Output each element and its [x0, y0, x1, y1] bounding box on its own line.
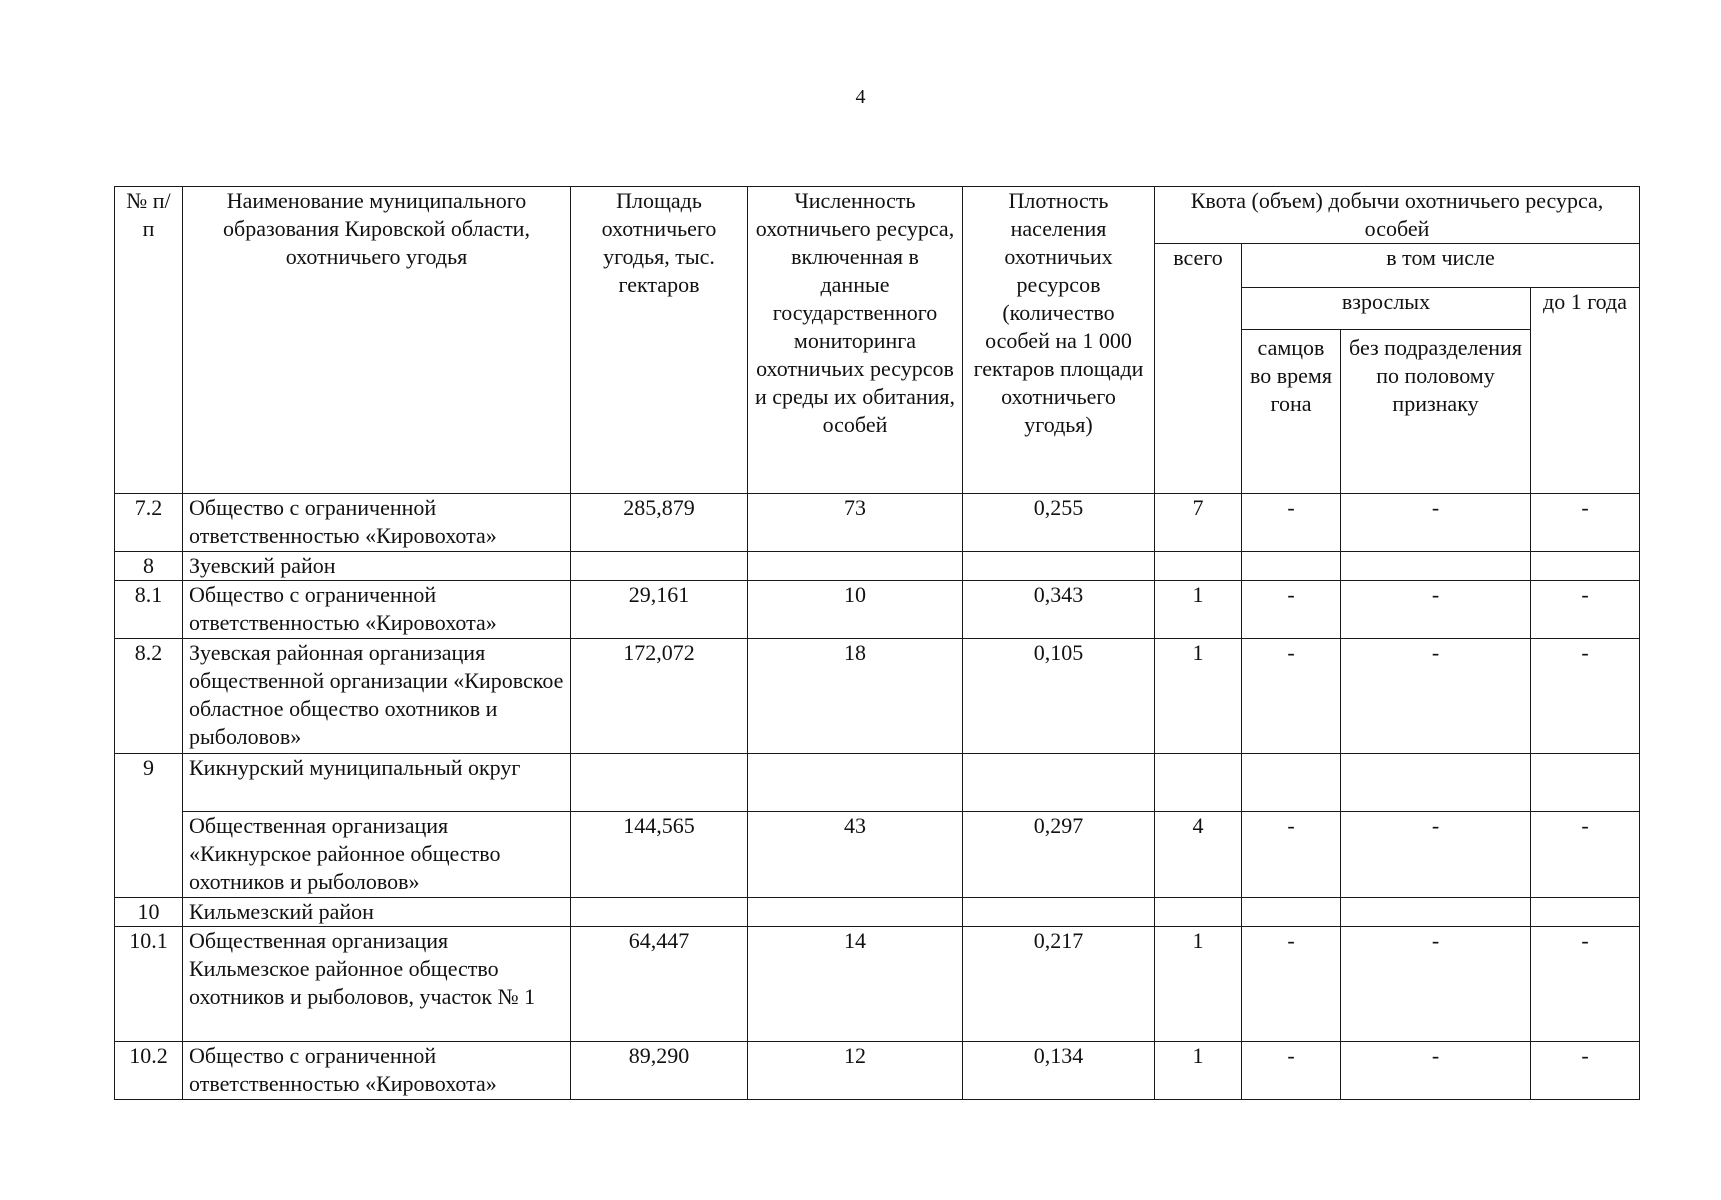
table-row	[115, 1042, 1640, 1100]
cell-nosex: -	[1341, 1042, 1531, 1100]
cell-count: 18	[748, 639, 963, 754]
cell-total: 1	[1155, 1042, 1242, 1100]
cell-area: 29,161	[571, 581, 748, 639]
cell-name: Общественная организация «Кикнурское районное общество охотников и рыболовов»	[183, 812, 571, 898]
cell-nosex	[1341, 552, 1531, 581]
cell-count: 73	[748, 494, 963, 552]
cell-males: -	[1242, 927, 1341, 1042]
cell-density: 0,134	[963, 1042, 1155, 1100]
cell-num: 10	[115, 898, 183, 927]
cell-count: 14	[748, 927, 963, 1042]
header-males-rut: самцов во время гона	[1242, 330, 1341, 494]
header-name: Наименование муниципального образования Кировской области, охотничьего угодья	[183, 187, 571, 494]
header-count: Численность охотничьего ресурса, включенная в данные государственного мониторинга охотничьих ресурсов и среды их обитания, особей	[748, 187, 963, 494]
cell-young: -	[1531, 494, 1640, 552]
cell-count	[748, 898, 963, 927]
cell-nosex	[1341, 898, 1531, 927]
table-row	[115, 812, 1640, 898]
cell-num: 7.2	[115, 494, 183, 552]
cell-total	[1155, 754, 1242, 812]
header-no-sex: без подразделения по половому признаку	[1341, 330, 1531, 494]
table-row	[115, 494, 1640, 552]
cell-males: -	[1242, 1042, 1341, 1100]
cell-num: 8.2	[115, 639, 183, 754]
cell-males	[1242, 754, 1341, 812]
cell-young	[1531, 552, 1640, 581]
cell-nosex: -	[1341, 494, 1531, 552]
cell-area	[571, 754, 748, 812]
cell-nosex: -	[1341, 812, 1531, 898]
cell-area: 172,072	[571, 639, 748, 754]
hunting-quota-table	[114, 186, 1640, 1100]
cell-name: Общество с ограниченной ответственностью «Кировохота»	[183, 494, 571, 552]
header-density: Плотность населения охотничьих ресурсов (количество особей на 1 000 гектаров площади охотничьего угодья)	[963, 187, 1155, 494]
header-num: № п/п	[115, 187, 183, 494]
cell-density	[963, 552, 1155, 581]
table-row	[115, 581, 1640, 639]
cell-density	[963, 898, 1155, 927]
cell-num: 8	[115, 552, 183, 581]
cell-area	[571, 898, 748, 927]
header-including: в том числе	[1242, 244, 1640, 288]
cell-density: 0,255	[963, 494, 1155, 552]
cell-total: 4	[1155, 812, 1242, 898]
table-row	[115, 898, 1640, 927]
cell-males	[1242, 898, 1341, 927]
cell-young	[1531, 754, 1640, 812]
cell-nosex: -	[1341, 581, 1531, 639]
cell-num: 10.1	[115, 927, 183, 1042]
cell-males: -	[1242, 494, 1341, 552]
header-total: всего	[1155, 244, 1242, 494]
cell-nosex: -	[1341, 927, 1531, 1042]
cell-total: 1	[1155, 581, 1242, 639]
cell-area: 64,447	[571, 927, 748, 1042]
cell-count	[748, 754, 963, 812]
cell-name: Кикнурский муниципальный округ	[183, 754, 571, 812]
cell-total: 1	[1155, 639, 1242, 754]
cell-total: 1	[1155, 927, 1242, 1042]
cell-num: 10.2	[115, 1042, 183, 1100]
cell-males: -	[1242, 639, 1341, 754]
cell-young: -	[1531, 812, 1640, 898]
cell-name: Зуевская районная организация общественной организации «Кировское областное общество охотников и рыболовов»	[183, 639, 571, 754]
table-row	[115, 552, 1640, 581]
table-row	[115, 927, 1640, 1042]
table-row	[115, 754, 1640, 812]
cell-young: -	[1531, 927, 1640, 1042]
cell-total	[1155, 552, 1242, 581]
header-adults: взрослых	[1242, 288, 1531, 330]
table-row	[115, 639, 1640, 754]
cell-count	[748, 552, 963, 581]
cell-num: 8.1	[115, 581, 183, 639]
cell-area: 89,290	[571, 1042, 748, 1100]
cell-young: -	[1531, 1042, 1640, 1100]
cell-name: Общественная организация Кильмезское районное общество охотников и рыболовов, участок № 1	[183, 927, 571, 1042]
cell-young: -	[1531, 639, 1640, 754]
cell-name: Общество с ограниченной ответственностью «Кировохота»	[183, 1042, 571, 1100]
cell-males: -	[1242, 812, 1341, 898]
header-area: Площадь охотничьего угодья, тыс. гектаров	[571, 187, 748, 494]
cell-nosex: -	[1341, 639, 1531, 754]
cell-name: Зуевский район	[183, 552, 571, 581]
header-quota: Квота (объем) добычи охотничьего ресурса, особей	[1155, 187, 1640, 244]
cell-young: -	[1531, 581, 1640, 639]
cell-density: 0,297	[963, 812, 1155, 898]
cell-density: 0,105	[963, 639, 1155, 754]
cell-density	[963, 754, 1155, 812]
page-number: 4	[855, 86, 866, 108]
cell-density: 0,217	[963, 927, 1155, 1042]
cell-males: -	[1242, 581, 1341, 639]
header-under-one: до 1 года	[1531, 288, 1640, 494]
cell-name: Общество с ограниченной ответственностью «Кировохота»	[183, 581, 571, 639]
cell-males	[1242, 552, 1341, 581]
cell-count: 12	[748, 1042, 963, 1100]
cell-density: 0,343	[963, 581, 1155, 639]
cell-area: 285,879	[571, 494, 748, 552]
cell-area: 144,565	[571, 812, 748, 898]
cell-num: 9	[115, 754, 183, 898]
cell-name: Кильмезский район	[183, 898, 571, 927]
cell-count: 43	[748, 812, 963, 898]
cell-total	[1155, 898, 1242, 927]
cell-young	[1531, 898, 1640, 927]
cell-nosex	[1341, 754, 1531, 812]
cell-total: 7	[1155, 494, 1242, 552]
cell-count: 10	[748, 581, 963, 639]
cell-area	[571, 552, 748, 581]
